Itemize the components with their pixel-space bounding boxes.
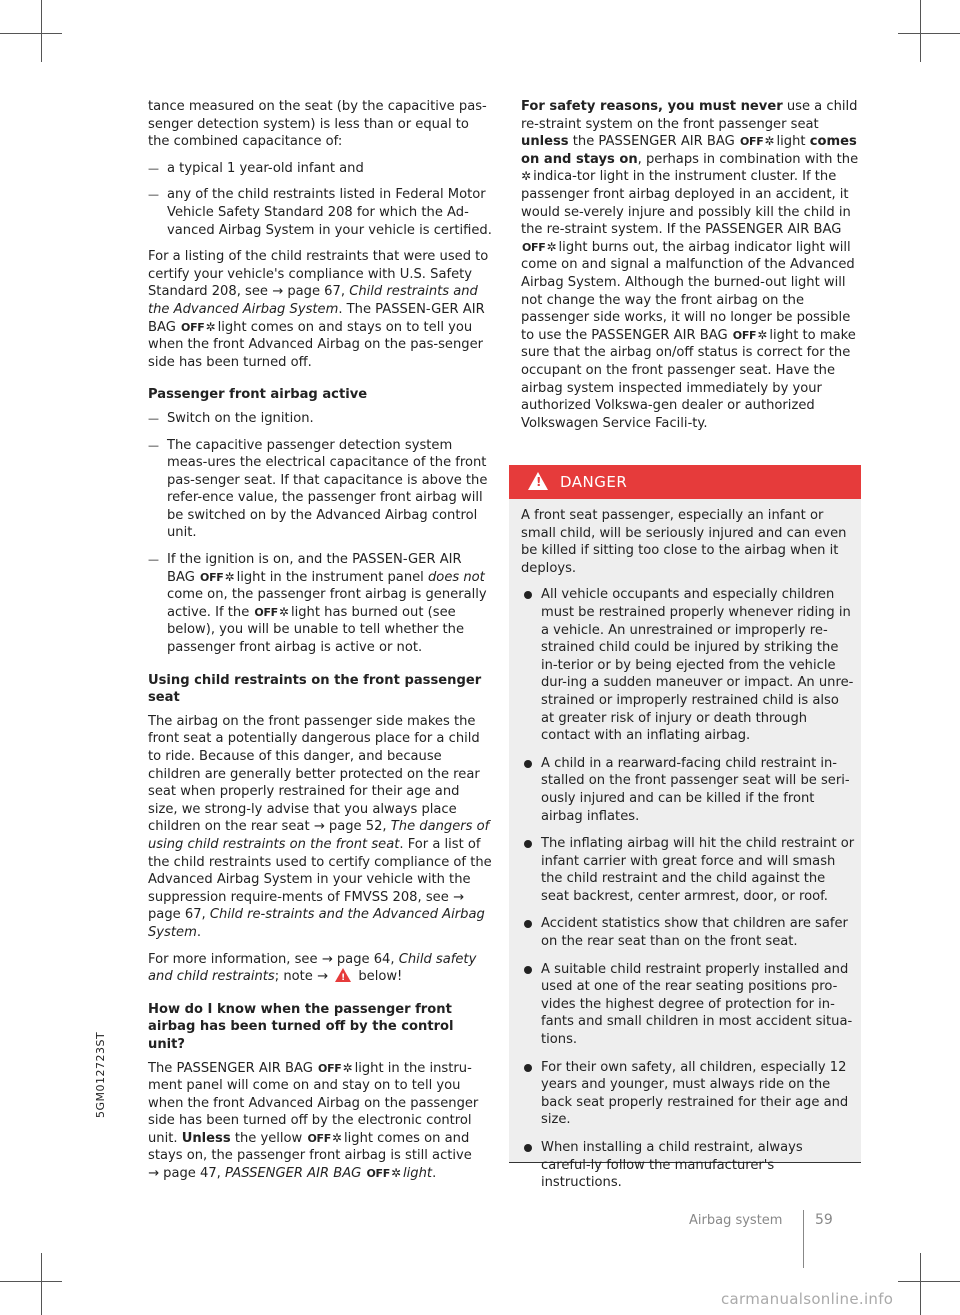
list-item: A suitable child restraint properly installed and used at one of the rear seating positions pro-vides the highest degree of protection for in-fants and small children in most accident situa-tions.	[521, 961, 855, 1049]
arrow-right-icon: →	[272, 284, 284, 300]
warning-icon	[335, 968, 351, 982]
passenger-seat-icon: ✲	[521, 169, 532, 184]
page-reference-link[interactable]: page 47,	[163, 1166, 221, 1182]
crop-mark	[920, 1253, 921, 1315]
airbag-off-icon: OFF	[318, 1061, 342, 1075]
left-column	[148, 98, 492, 1192]
arrow-right-icon: →	[148, 1166, 159, 1182]
right-column	[521, 98, 861, 441]
list-item: The inflating airbag will hit the child restraint or infant carrier with great force and will smash the child restraint and the child against the seat backrest, center armrest, door, or roof.	[521, 835, 855, 905]
airbag-off-icon: OFF	[254, 605, 278, 619]
airbag-off-icon: OFF	[522, 240, 546, 254]
paragraph: The airbag on the front passenger side makes the front seat a potentially dangerous place for a child to ride. Because of this danger, and because children are generally better protected on the rear seat when properly restrained for their age and size, we strong-ly advise that you always place children on the rear seat → page 52, The dangers of using child restraints on the front seat. For a list of the child restraints used to certify compliance of the Advanced Airbag System in your vehicle with the suppression require-ments of FMVSS 208, see → page 67, Child re-straints and the Advanced Airbag System.	[148, 713, 492, 940]
list-item: When installing a child restraint, always careful-ly follow the manufacturer's instructions.	[521, 1139, 855, 1192]
paragraph: For a listing of the child restraints that were used to certify your vehicle's compliance with U.S. Safety Standard 208, see → page 67, Child restraints and the Advanced Airbag System. The PASSEN-GER AIR BAG OFF✲ light comes on and stays on to tell you when the front Advanced Airbag on the pas-senger side has been turned off.	[148, 249, 489, 370]
airbag-off-icon: OFF	[366, 1167, 390, 1181]
airbag-off-icon: OFF	[739, 135, 764, 149]
danger-header	[509, 465, 861, 499]
list-item: All vehicle occupants and especially children must be restrained properly whenever riding in a vehicle. An unrestrained or improperly re-strained child could be injured by striking the in-terior or by being ejected from the vehicle dur-ing a sudden maneuver or impact. An unre-strained or improperly restrained child is also at greater risk of injury or death through contact with an inflating airbag.	[521, 586, 855, 744]
watermark: carmanualsonline.info	[721, 1290, 894, 1308]
passenger-seat-icon: ✲	[546, 239, 557, 254]
crop-mark	[898, 33, 960, 34]
list-item: Accident statistics show that children are safer on the rear seat than on the front seat.	[521, 915, 855, 950]
list-item: — If the ignition is on, and the PASSEN-GER AIR BAG OFF✲ light in the instrument panel does not come on, the passenger front airbag is generally active. If the OFF✲ light has burned out (see below), you will be unable to tell whether the passenger front airbag is active or not.	[148, 551, 492, 657]
arrow-right-icon: →	[452, 889, 464, 905]
section-heading: How do I know when the passenger front airbag has been turned off by the control unit?	[148, 1001, 454, 1052]
list-item: — Switch on the ignition.	[148, 410, 492, 428]
page-number: 59	[815, 1212, 833, 1228]
passenger-seat-icon: ✲	[342, 1060, 353, 1075]
document-code: 5GM012723ST	[94, 1031, 107, 1118]
arrow-right-icon: →	[317, 969, 328, 985]
crop-mark	[0, 1281, 62, 1282]
passenger-seat-icon: ✲	[278, 604, 289, 619]
crop-mark	[41, 0, 42, 62]
passenger-seat-icon: ✲	[390, 1166, 402, 1181]
passenger-seat-icon: ✲	[764, 134, 775, 149]
airbag-off-icon: OFF	[200, 570, 224, 584]
intro-paragraph: tance measured on the seat (by the capacitive pas-senger detection system) is less than or equal to the combined capacitance of:	[148, 99, 487, 150]
danger-title: DANGER	[560, 473, 628, 491]
arrow-right-icon: →	[313, 819, 325, 835]
list-item: A child in a rearward-facing child restraint in-stalled on the front passenger seat will be seri-ously injured and can be killed if the front airbag inflates.	[521, 755, 855, 825]
crop-mark	[920, 0, 921, 62]
list-item: — any of the child restraints listed in Federal Motor Vehicle Safety Standard 208 for which the Ad-vanced Airbag System in your vehicle is certified.	[148, 186, 492, 239]
airbag-off-icon: OFF	[732, 328, 757, 342]
passenger-seat-icon: ✲	[224, 569, 235, 584]
paragraph: For safety reasons, you must never use a child re-straint system on the front passenger seat unless the PASSENGER AIR BAG OFF✲ light comes on and stays on, perhaps in combination with the ✲ indica-tor light in the instrument cluster. If the passenger front airbag deployed in an accident, it would se-verely injure and possibly kill the child in the re-straint system. If the PASSENGER AIR BAG OFF✲ light burns out, the airbag indicator light will come on and signal a malfunction of the Advanced Airbag System. Although the burned-out light will not change the way the front airbag on the passenger side works, it will no longer be possible to use the PASSENGER AIR BAG OFF✲ light to make sure that the airbag on/off status is correct for the occupant on the front passenger seat. Have the airbag system inspected immediately by your authorized Volkswa-gen dealer or authorized Volkswagen Service Facili-ty.	[521, 99, 859, 431]
paragraph: For more information, see → page 64, Child safety and child restraints; note → ! below!	[148, 951, 492, 986]
danger-body	[521, 507, 855, 1202]
page-reference-link[interactable]: page 64,	[336, 951, 395, 967]
airbag-off-icon: OFF	[181, 320, 205, 334]
list-item: — The capacitive passenger detection system meas-ures the electrical capacitance of the front pas-senger seat. If that capacitance is above the refer-ence value, the passenger front airbag will be switched on by the Advanced Airbag control unit.	[148, 437, 492, 543]
crop-mark	[41, 1253, 42, 1315]
list-item: For their own safety, all children, especially 12 years and younger, must always ride on the back seat properly restrained for their age and size.	[521, 1059, 855, 1129]
warning-icon: !	[528, 472, 548, 490]
page-reference-link[interactable]: page 67,	[148, 907, 206, 923]
crop-mark	[0, 33, 62, 34]
passenger-seat-icon: ✲	[331, 1130, 342, 1145]
arrow-right-icon: →	[321, 951, 333, 967]
danger-box	[509, 465, 861, 1191]
passenger-seat-icon: ✲	[757, 327, 768, 342]
section-label: Airbag system	[689, 1213, 783, 1228]
section-heading: Passenger front airbag active	[148, 387, 368, 403]
crop-mark	[898, 1281, 960, 1282]
danger-intro: A front seat passenger, especially an infant or small child, will be seriously injured and can even be killed if sitting too close to the airbag when it deploys.	[521, 508, 847, 576]
airbag-off-icon: OFF	[307, 1131, 331, 1145]
section-heading: Using child restraints on the front passenger seat	[148, 672, 482, 706]
passenger-seat-icon: ✲	[205, 319, 216, 334]
page-reference-link[interactable]: page 67,	[287, 284, 346, 300]
paragraph: The PASSENGER AIR BAG OFF✲ light in the instru-ment panel will come on and stay on to tell you when the front Advanced Airbag on the passenger side has been turned off by the electronic control unit. Unless the yellow OFF✲ light comes on and stays on, the passenger front airbag is still active → page 47, PASSENGER AIR BAG OFF✲ light.	[148, 1060, 479, 1182]
footer-divider	[803, 1210, 804, 1268]
list-item: — a typical 1 year-old infant and	[148, 160, 492, 178]
page-reference-link[interactable]: page 52,	[328, 819, 387, 835]
